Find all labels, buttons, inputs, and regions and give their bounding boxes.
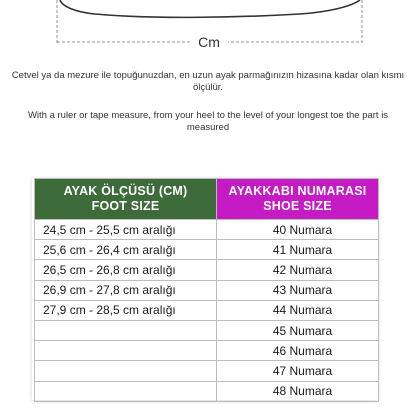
foot-size-header <box>35 179 217 220</box>
foot-size-cell: 25,6 cm - 26,4 cm aralığı <box>35 240 217 260</box>
instruction-text-turkish: Cetvel ya da mezure ile topuğunuzdan, en uzun ayak parmağınızın hizasına kadar olan kısmı ölçülür. <box>11 70 405 93</box>
foot-outline <box>60 0 360 17</box>
table-row <box>35 220 379 240</box>
foot-size-cell: 27,9 cm - 28,5 cm aralığı <box>35 300 217 320</box>
shoe-size-cell: 40 Numara <box>217 220 379 240</box>
foot-measurement-illustration <box>0 0 416 60</box>
shoe-size-cell: 41 Numara <box>217 240 379 260</box>
foot-size-cell: 26,9 cm - 27,8 cm aralığı <box>35 280 217 300</box>
foot-size-cell <box>35 361 217 381</box>
foot-size-header-tr: AYAK ÖLÇÜSÜ (CM) <box>63 184 188 198</box>
shoe-size-header <box>217 179 379 220</box>
shoe-size-cell: 42 Numara <box>217 260 379 280</box>
foot-size-cell <box>35 320 217 340</box>
measurement-unit-label: Cm <box>190 34 228 50</box>
shoe-size-cell: 43 Numara <box>217 280 379 300</box>
shoe-size-header-tr: AYAKKABI NUMARASI <box>228 184 367 198</box>
size-chart-table <box>34 178 379 402</box>
table-row <box>35 240 379 260</box>
shoe-size-header-en: SHOE SIZE <box>263 199 332 213</box>
foot-size-cell <box>35 381 217 401</box>
shoe-size-cell: 47 Numara <box>217 361 379 381</box>
foot-size-cell <box>35 341 217 361</box>
shoe-size-cell: 48 Numara <box>217 381 379 401</box>
table-row <box>35 341 379 361</box>
foot-size-header-en: FOOT SIZE <box>91 199 160 213</box>
table-row <box>35 361 379 381</box>
shoe-size-cell: 46 Numara <box>217 341 379 361</box>
shoe-size-cell: 44 Numara <box>217 300 379 320</box>
table-row <box>35 260 379 280</box>
shoe-size-cell: 45 Numara <box>217 320 379 340</box>
instruction-text-english: With a ruler or tape measure, from your heel to the level of your longest toe the part is measured <box>27 110 389 133</box>
table-row <box>35 300 379 320</box>
table-row <box>35 320 379 340</box>
table-row <box>35 280 379 300</box>
table-header-row <box>35 179 379 220</box>
foot-size-cell: 26,5 cm - 26,8 cm aralığı <box>35 260 217 280</box>
foot-size-cell: 24,5 cm - 25,5 cm aralığı <box>35 220 217 240</box>
table-row <box>35 381 379 401</box>
